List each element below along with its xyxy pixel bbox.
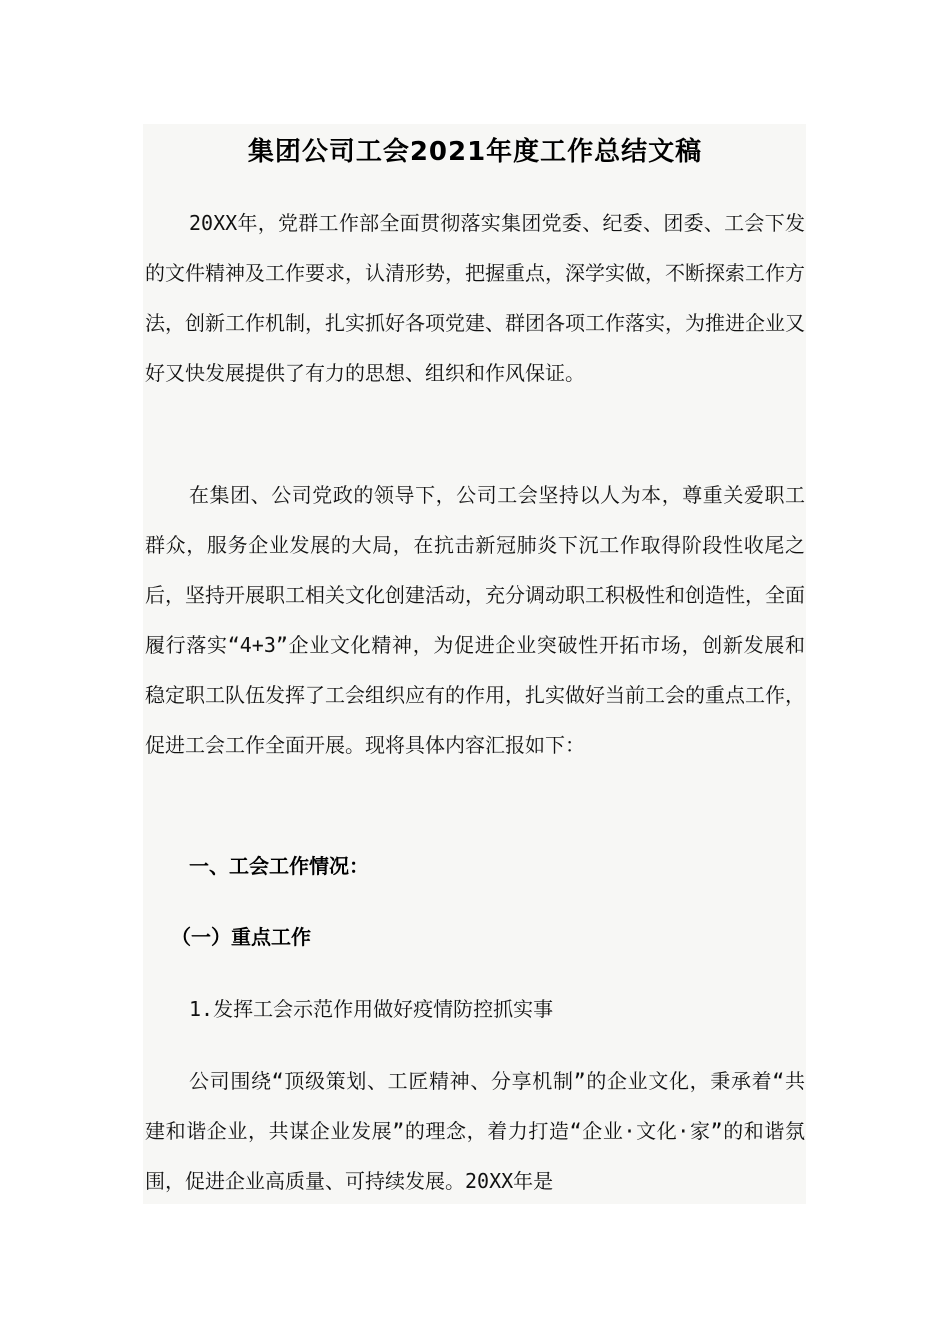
item-heading: 1.发挥工会示范作用做好疫情防控抓实事 [189,997,554,1021]
paragraph-overview: 在集团、公司党政的领导下，公司工会坚持以人为本，尊重关爱职工群众，服务企业发展的大局，在抗击新冠肺炎下沉工作取得阶段性收尾之后，坚持开展职工相关文化创建活动，充分调动职工积极性和创造性，全面履行落实“4+3”企业文化精神，为促进企业突破性开拓市场，创新发展和稳定职工队伍发挥了工会组织应有的作用，扎实做好当前工会的重点工作，促进工会工作全面开展。现将具体内容汇报如下： [145,483,805,757]
paragraph-culture: 公司围绕“顶级策划、工匠精神、分享机制”的企业文化，秉承着“共建和谐企业，共谋企业发展”的理念，着力打造“企业·文化·家”的和谐氛围，促进企业高质量、可持续发展。20XX年是 [145,1069,805,1193]
paragraph-intro: 20XX年，党群工作部全面贯彻落实集团党委、纪委、团委、工会下发的文件精神及工作要求，认清形势，把握重点，深学实做，不断探索工作方法，创新工作机制，扎实抓好各项党建、群团各项工作落实，为推进企业又好又快发展提供了有力的思想、组织和作风保证。 [145,211,805,385]
subsection-heading: （一）重点工作 [171,925,311,949]
document-title: 集团公司工会2021年度工作总结文稿 [247,137,703,167]
section-heading: 一、工会工作情况： [189,854,369,878]
